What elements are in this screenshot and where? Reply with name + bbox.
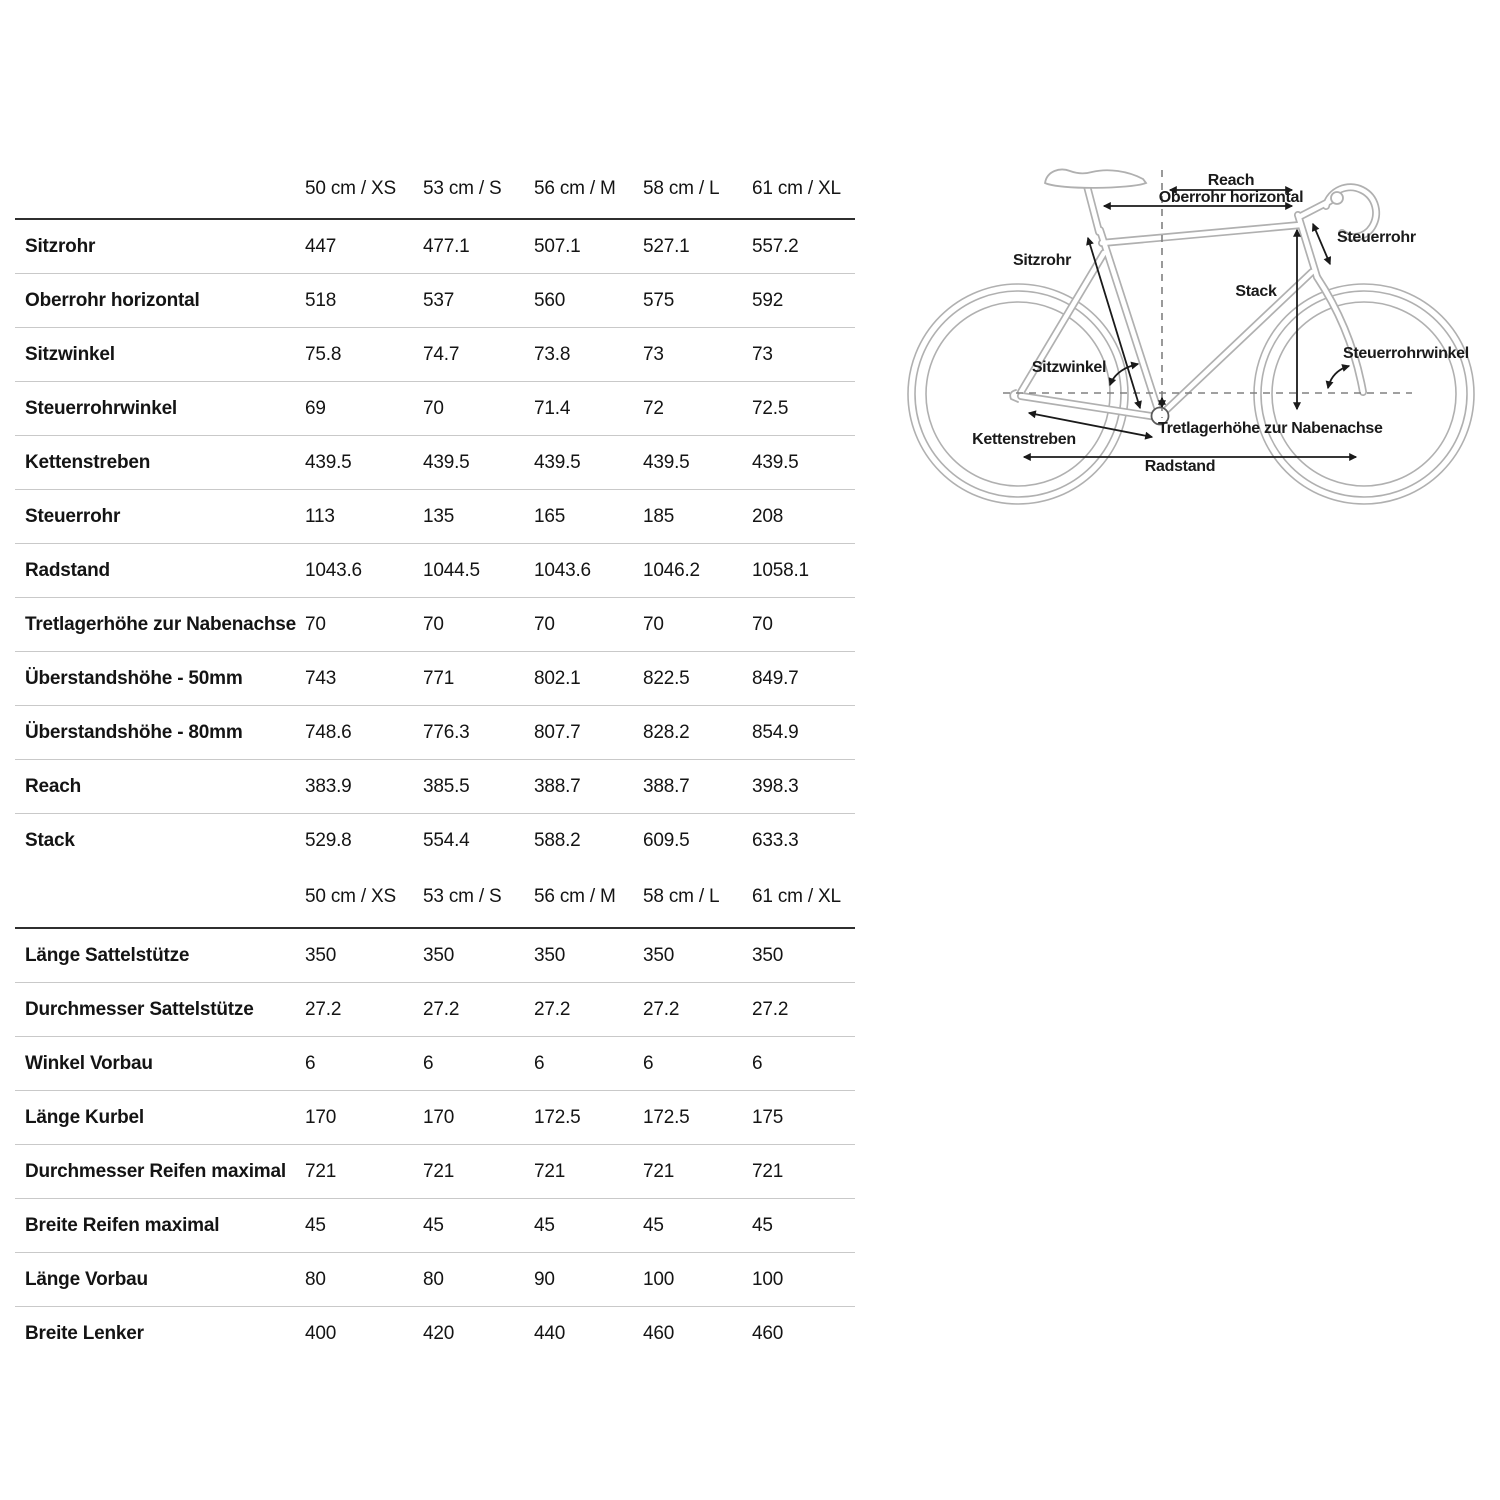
row-value: 721 [305,1160,337,1182]
size-header: 61 cm / XL [752,178,841,199]
row-value: 400 [305,1322,337,1344]
component-spec-rows [15,929,855,1360]
kettenstreben-label: Kettenstreben [972,431,1076,448]
row-value: 439.5 [534,451,581,473]
table-row [15,382,855,436]
row-value: 802.1 [534,667,581,689]
row-value: 554.4 [423,829,470,851]
row-value: 557.2 [752,235,799,257]
row-value: 822.5 [643,667,690,689]
size-header-row-2 [15,867,855,929]
row-value: 748.6 [305,721,352,743]
row-value: 1044.5 [423,559,480,581]
frame-geometry-rows [15,220,855,867]
sitzwinkel-label: Sitzwinkel [1031,359,1107,376]
table-row [15,1037,855,1091]
row-value: 172.5 [643,1106,690,1128]
stack-label: Stack [1235,283,1277,300]
oberrohr-label: Oberrohr horizontal [1158,189,1304,206]
row-value: 439.5 [752,451,799,473]
row-value: 439.5 [423,451,470,473]
row-label: Reach [25,775,82,797]
row-value: 460 [752,1322,784,1344]
row-value: 527.1 [643,235,690,257]
row-label: Radstand [25,559,110,581]
row-value: 1046.2 [643,559,700,581]
row-value: 27.2 [643,998,680,1020]
size-header: 50 cm / XS [305,178,396,199]
size-header: 50 cm / XS [305,886,396,907]
row-value: 439.5 [643,451,690,473]
row-value: 73 [643,343,664,365]
geometry-tables [15,160,855,1360]
row-value: 849.7 [752,667,799,689]
row-label: Sitzwinkel [25,343,115,365]
row-value: 45 [752,1214,773,1236]
row-value: 388.7 [643,775,690,797]
table-row [15,544,855,598]
row-value: 45 [305,1214,326,1236]
row-value: 73.8 [534,343,571,365]
row-value: 460 [643,1322,675,1344]
row-value: 537 [423,289,455,311]
row-label: Länge Kurbel [25,1106,145,1128]
row-value: 6 [305,1052,316,1074]
steuerrohr-label: Steuerrohr [1337,229,1416,246]
row-value: 807.7 [534,721,581,743]
row-value: 477.1 [423,235,470,257]
size-header: 56 cm / M [534,886,616,907]
row-value: 45 [643,1214,664,1236]
row-label: Durchmesser Sattelstütze [25,998,254,1020]
row-value: 439.5 [305,451,352,473]
row-value: 721 [643,1160,675,1182]
row-value: 398.3 [752,775,799,797]
bike-geometry-diagram [880,140,1500,540]
row-value: 1043.6 [305,559,362,581]
row-value: 592 [752,289,784,311]
row-value: 518 [305,289,337,311]
row-label: Winkel Vorbau [25,1052,153,1074]
row-value: 609.5 [643,829,690,851]
row-label: Steuerrohrwinkel [25,397,178,419]
row-value: 27.2 [305,998,342,1020]
row-value: 80 [423,1268,444,1290]
row-label: Steuerrohr [25,505,121,527]
row-value: 6 [752,1052,763,1074]
row-value: 80 [305,1268,326,1290]
row-value: 71.4 [534,397,571,419]
row-value: 771 [423,667,455,689]
row-value: 633.3 [752,829,799,851]
saddle [1045,170,1146,188]
steuerrohrwinkel-label: Steuerrohrwinkel [1343,345,1469,362]
steuerrohrwinkel-arc [1328,366,1349,388]
row-value: 1058.1 [752,559,809,581]
row-label: Länge Sattelstütze [25,944,190,966]
row-value: 385.5 [423,775,470,797]
row-value: 70 [423,397,444,419]
row-value: 350 [752,944,784,966]
table-row [15,598,855,652]
handlebar-clamp [1331,192,1343,204]
row-value: 70 [643,613,664,635]
steuerrohr-arrow [1313,224,1330,264]
row-value: 575 [643,289,675,311]
row-value: 70 [534,613,555,635]
table-row [15,490,855,544]
size-header-row-1 [15,160,855,220]
row-value: 854.9 [752,721,799,743]
row-value: 507.1 [534,235,581,257]
row-value: 45 [423,1214,444,1236]
row-label: Tretlagerhöhe zur Nabenachse [25,613,297,635]
row-value: 350 [305,944,337,966]
table-row [15,1307,855,1360]
row-value: 6 [534,1052,545,1074]
row-value: 721 [534,1160,566,1182]
table-row [15,1199,855,1253]
row-value: 72 [643,397,664,419]
row-label: Breite Reifen maximal [25,1214,220,1236]
row-value: 721 [423,1160,455,1182]
table-row [15,1253,855,1307]
row-value: 172.5 [534,1106,581,1128]
rear-dropout [1010,390,1018,402]
row-value: 70 [423,613,444,635]
table-row [15,220,855,274]
row-value: 383.9 [305,775,352,797]
table-row [15,328,855,382]
size-header: 61 cm / XL [752,886,841,907]
row-value: 175 [752,1106,784,1128]
row-value: 560 [534,289,566,311]
table-row [15,1145,855,1199]
radstand-label: Radstand [1144,458,1216,475]
row-label: Kettenstreben [25,451,151,473]
row-value: 185 [643,505,675,527]
row-value: 208 [752,505,784,527]
table-row [15,274,855,328]
row-value: 135 [423,505,455,527]
row-value: 70 [305,613,326,635]
row-value: 440 [534,1322,566,1344]
table-row [15,814,855,867]
row-value: 170 [423,1106,455,1128]
row-value: 75.8 [305,343,342,365]
row-value: 45 [534,1214,555,1236]
table-row [15,652,855,706]
size-header: 58 cm / L [643,178,720,199]
table-row [15,929,855,983]
row-value: 27.2 [534,998,571,1020]
row-value: 6 [643,1052,654,1074]
sitzrohr-label: Sitzrohr [1012,252,1072,269]
row-value: 743 [305,667,337,689]
row-label: Überstandshöhe - 80mm [25,721,243,743]
table-row [15,983,855,1037]
row-value: 350 [423,944,455,966]
row-value: 74.7 [423,343,460,365]
row-value: 73 [752,343,773,365]
row-value: 828.2 [643,721,690,743]
row-value: 100 [752,1268,784,1290]
row-label: Breite Lenker [25,1322,144,1344]
row-label: Stack [25,829,75,851]
row-value: 776.3 [423,721,470,743]
row-value: 388.7 [534,775,581,797]
row-value: 420 [423,1322,455,1344]
bike-frame [1010,170,1376,425]
row-label: Oberrohr horizontal [25,289,200,311]
size-header: 56 cm / M [534,178,616,199]
row-value: 100 [643,1268,675,1290]
size-header: 53 cm / S [423,886,502,907]
row-value: 721 [752,1160,784,1182]
row-value: 6 [423,1052,434,1074]
table-row [15,436,855,490]
row-value: 69 [305,397,326,419]
row-value: 165 [534,505,566,527]
row-value: 113 [305,505,335,527]
row-value: 27.2 [752,998,789,1020]
row-label: Durchmesser Reifen maximal [25,1160,286,1182]
row-value: 1043.6 [534,559,591,581]
reach-label: Reach [1207,172,1255,189]
table-row [15,1091,855,1145]
size-header: 58 cm / L [643,886,720,907]
row-value: 72.5 [752,397,789,419]
row-value: 27.2 [423,998,460,1020]
row-label: Länge Vorbau [25,1268,148,1290]
tretlager-label: Tretlagerhöhe zur Nabenachse [1158,420,1383,437]
row-label: Sitzrohr [25,235,96,257]
row-label: Überstandshöhe - 50mm [25,667,243,689]
row-value: 350 [643,944,675,966]
table-row [15,706,855,760]
row-value: 350 [534,944,566,966]
row-value: 447 [305,235,337,257]
table-row [15,760,855,814]
row-value: 170 [305,1106,337,1128]
row-value: 90 [534,1268,555,1290]
row-value: 70 [752,613,773,635]
size-header: 53 cm / S [423,178,502,199]
row-value: 529.8 [305,829,352,851]
row-value: 588.2 [534,829,581,851]
